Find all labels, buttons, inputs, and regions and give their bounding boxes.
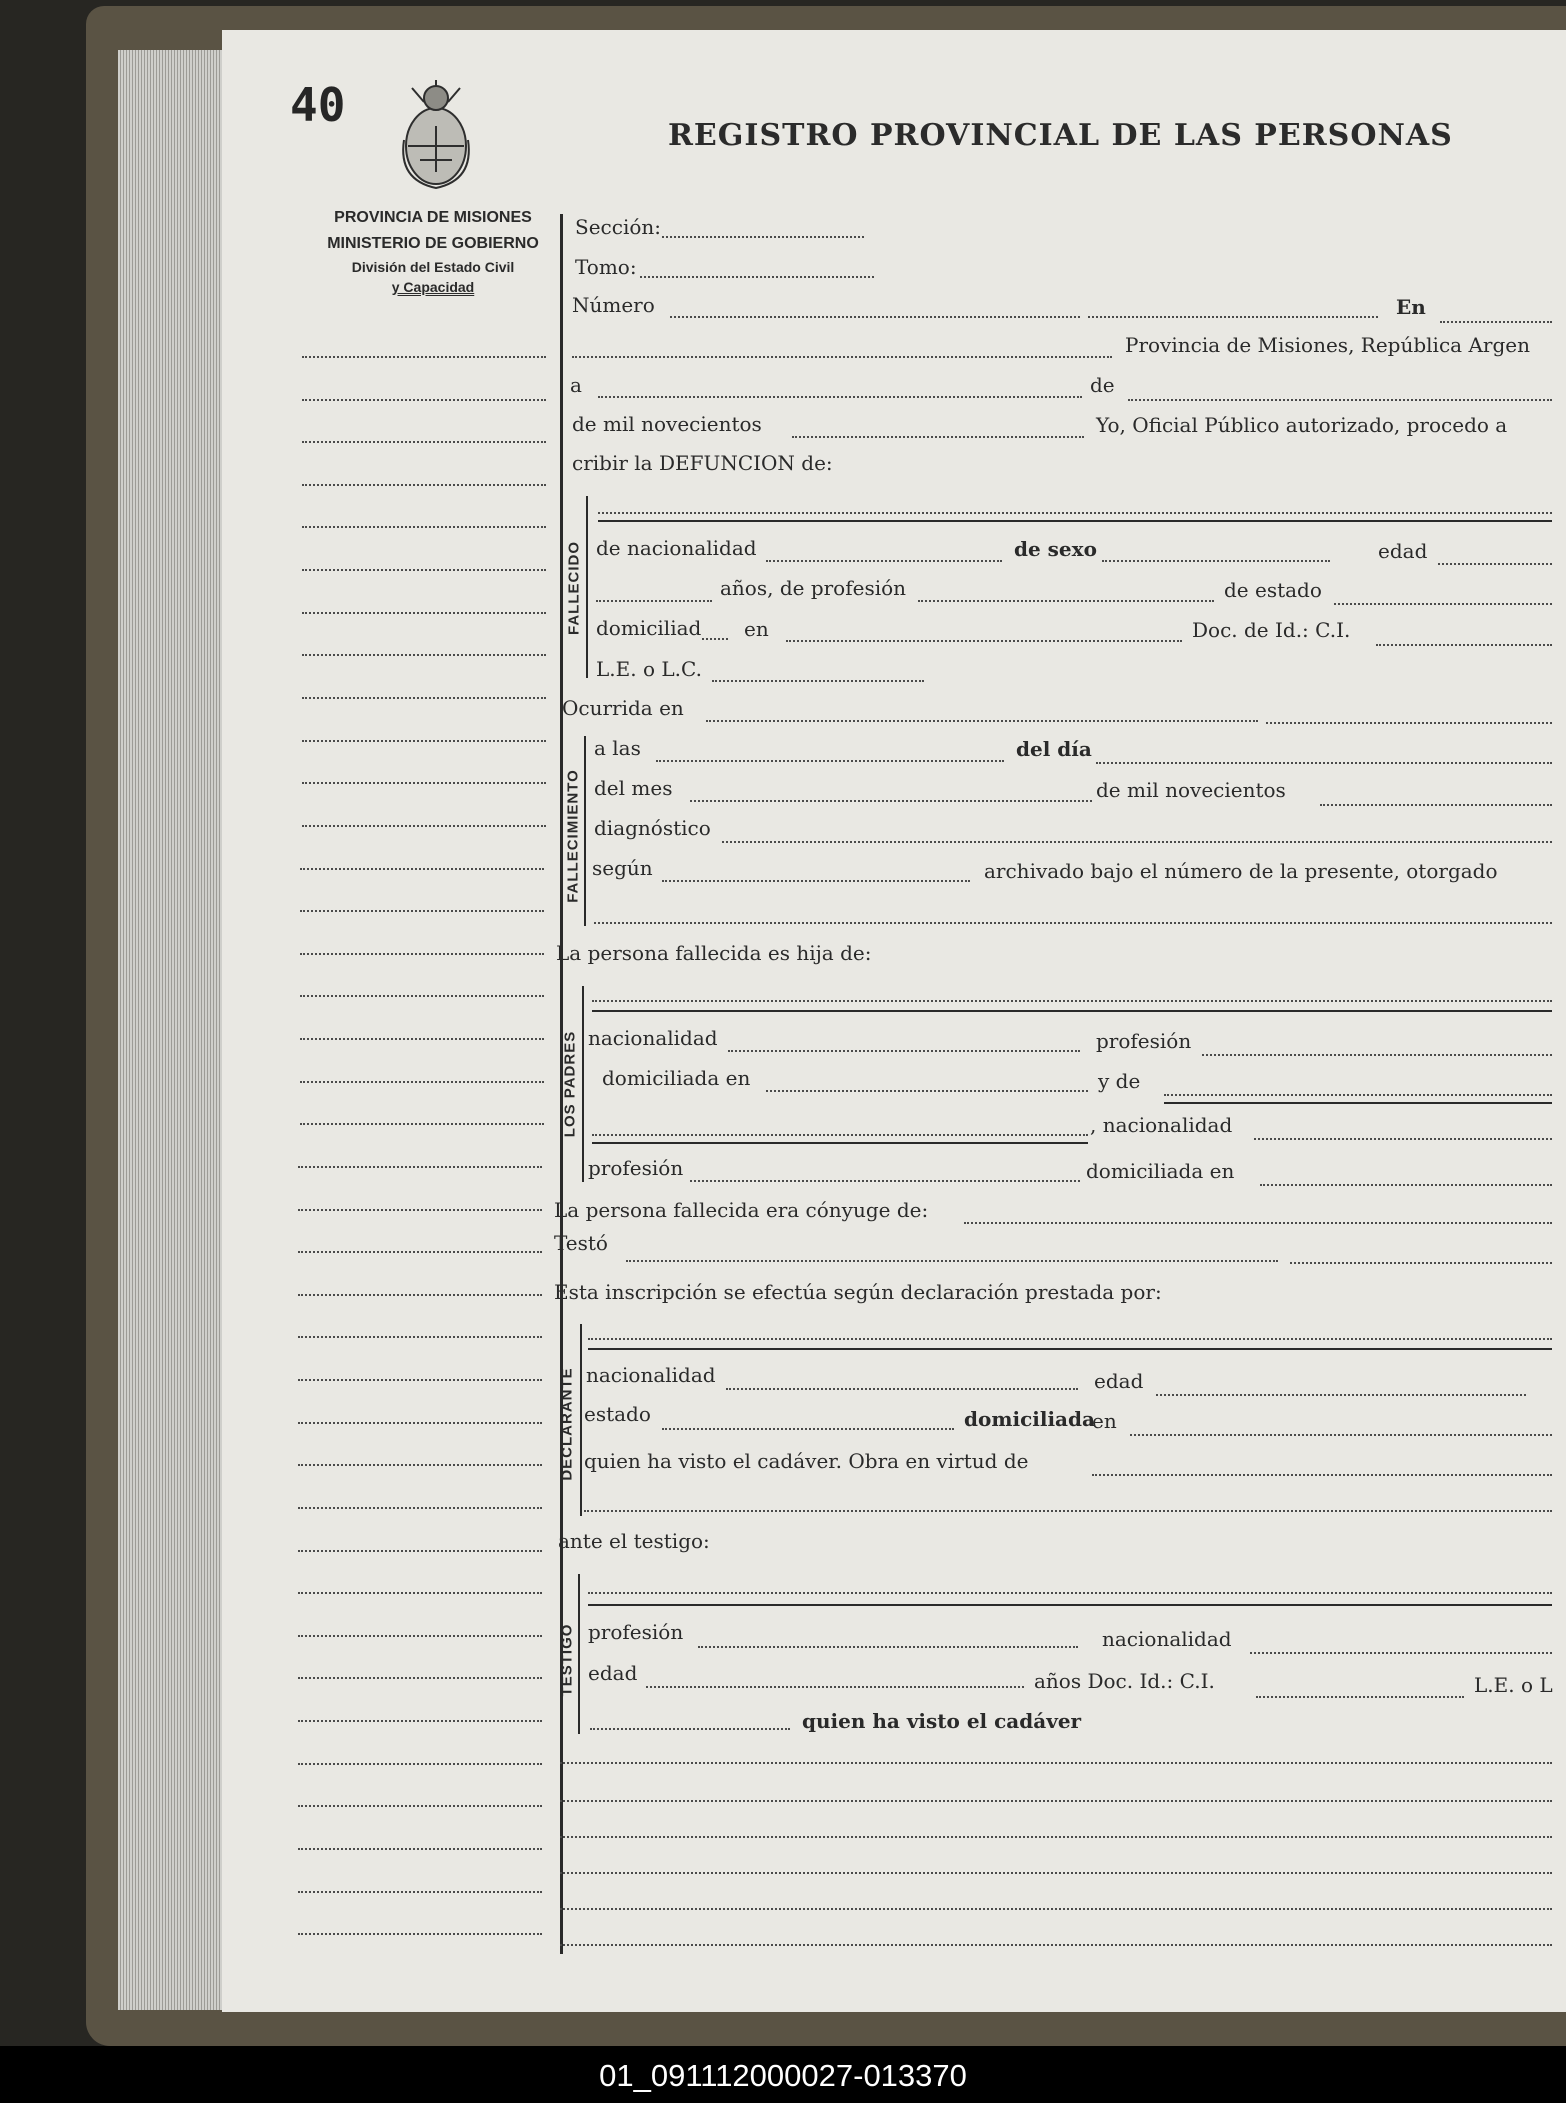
locality-field[interactable]: [572, 356, 1112, 358]
deldia-label: del día: [1016, 737, 1092, 761]
madre-domicilio-field[interactable]: [1260, 1184, 1552, 1186]
en-label: En: [1396, 295, 1426, 319]
fallecido-estado-field[interactable]: [1334, 603, 1552, 605]
fallecido-profesion-field[interactable]: [918, 600, 1214, 602]
segun-field[interactable]: [662, 880, 970, 882]
padre-domicilio-field[interactable]: [766, 1090, 1088, 1092]
archivado-text: archivado bajo el número de la presente, otorgado: [984, 859, 1498, 883]
ocurrida-label: Ocurrida en: [562, 696, 684, 720]
seccion-field[interactable]: [662, 236, 864, 238]
testigo-le-label: L.E. o L: [1474, 1673, 1553, 1697]
hora-field[interactable]: [656, 760, 1004, 762]
declarante-edad-field[interactable]: [1156, 1394, 1526, 1396]
delmes-label: del mes: [594, 776, 673, 800]
de-label: de: [1090, 373, 1115, 397]
numero-field[interactable]: [670, 316, 1080, 318]
madre-name-field-2[interactable]: [592, 1134, 1088, 1136]
milnov-label: de mil novecientos: [1096, 778, 1286, 802]
padre-profesion-label: profesión: [1096, 1029, 1192, 1053]
testigo-section-label: TESTIGO: [558, 1623, 576, 1697]
madre-nacionalidad-label: , nacionalidad: [1090, 1113, 1233, 1137]
en-field[interactable]: [1440, 321, 1552, 323]
ocurrida-field[interactable]: [706, 720, 1258, 722]
diagnostico-label: diagnóstico: [594, 816, 711, 840]
testo-field[interactable]: [626, 1260, 1278, 1262]
testigo-intro: ante el testigo:: [558, 1529, 710, 1553]
issuing-office: [298, 205, 568, 297]
defuncion-text: cribir la DEFUNCION de:: [572, 451, 833, 475]
testigo-edad-label: edad: [588, 1661, 638, 1685]
ocurrida-field-2[interactable]: [1266, 722, 1552, 724]
padre-nacionalidad-field[interactable]: [728, 1050, 1080, 1052]
org-ministry: MINISTERIO DE GOBIERNO: [327, 235, 539, 252]
tomo-field[interactable]: [640, 276, 874, 278]
madre-name-field[interactable]: [1164, 1094, 1552, 1096]
conyuge-text: La persona fallecida era cónyuge de:: [554, 1198, 929, 1222]
org-capacity: y Capacidad: [391, 279, 475, 295]
testigo-bracket: [578, 1574, 580, 1734]
fallecido-nacionalidad-label: de nacionalidad: [596, 536, 757, 560]
provincia-text: Provincia de Misiones, República Argen: [1125, 333, 1530, 357]
declarante-nacionalidad-field[interactable]: [726, 1388, 1078, 1390]
a-field[interactable]: [598, 396, 1082, 398]
fallecido-name-rule: [598, 520, 1552, 522]
conyuge-field[interactable]: [964, 1222, 1552, 1224]
mes-field[interactable]: [690, 800, 1092, 802]
numero-field-2[interactable]: [1088, 316, 1378, 318]
yde-label: y de: [1098, 1069, 1141, 1093]
anio-field[interactable]: [1320, 804, 1552, 806]
declarante-edad-label: edad: [1094, 1369, 1144, 1393]
declarante-estado-label: estado: [584, 1402, 651, 1426]
madre-name-rule: [1164, 1102, 1552, 1104]
padres-bracket: [582, 986, 584, 1182]
testigo-profesion-label: profesión: [588, 1620, 684, 1644]
declarante-name-rule: [588, 1348, 1552, 1350]
madre-profesion-field[interactable]: [690, 1180, 1080, 1182]
fallecido-doc-label: Doc. de Id.: C.I.: [1192, 618, 1351, 642]
fallecido-sexo-field[interactable]: [1102, 560, 1330, 562]
fallecido-edad-label: edad: [1378, 539, 1428, 563]
madre-name-rule-2: [592, 1142, 1088, 1144]
alas-label: a las: [594, 736, 641, 760]
fallecido-anos-label: años, de profesión: [720, 576, 907, 600]
declarante-en-label: en: [1092, 1409, 1117, 1433]
org-province: PROVINCIA DE MISIONES: [334, 209, 532, 226]
testigo-profesion-field[interactable]: [698, 1646, 1078, 1648]
declarante-name-field[interactable]: [588, 1338, 1552, 1340]
padre-nacionalidad-label: nacionalidad: [588, 1026, 718, 1050]
fallecido-domicilio-field[interactable]: [786, 640, 1182, 642]
padre-name-rule: [592, 1010, 1552, 1012]
de-field[interactable]: [1128, 399, 1552, 401]
testigo-nacionalidad-field[interactable]: [1250, 1652, 1552, 1654]
fallecido-domiciliad-label: domiciliad: [596, 616, 702, 640]
fallecido-le-field[interactable]: [712, 680, 924, 682]
tomo-label: Tomo:: [575, 255, 637, 279]
fallecido-anos-field[interactable]: [596, 600, 712, 602]
testigo-edad-field[interactable]: [646, 1686, 1024, 1688]
fallecido-bracket: [586, 496, 588, 678]
testigo-visto-text: quien ha visto el cadáver: [802, 1709, 1082, 1733]
declarante-extra-field[interactable]: [584, 1510, 1552, 1512]
declarante-estado-field[interactable]: [662, 1428, 954, 1430]
mil-novecientos-label: de mil novecientos: [572, 412, 762, 436]
form-title: REGISTRO PROVINCIAL DE LAS PERSONAS: [668, 118, 1453, 153]
testigo-name-rule: [588, 1604, 1552, 1606]
fallecido-name-field[interactable]: [598, 512, 1552, 514]
declarante-nacionalidad-label: nacionalidad: [586, 1363, 716, 1387]
declarante-visto-text: quien ha visto el cadáver. Obra en virtud de: [584, 1449, 1029, 1473]
coat-of-arms-icon: [394, 80, 478, 192]
testigo-anos-label: años Doc. Id.: C.I.: [1034, 1669, 1215, 1693]
fallecimiento-bracket: [584, 736, 586, 926]
declarante-domicilio-field[interactable]: [1130, 1434, 1552, 1436]
a-label: a: [570, 373, 582, 397]
year-field[interactable]: [792, 436, 1084, 438]
declarante-intro: Esta inscripción se efectúa según declaración prestada por:: [554, 1280, 1162, 1304]
testigo-le-field[interactable]: [590, 1728, 790, 1730]
oficial-text: Yo, Oficial Público autorizado, procedo a: [1096, 413, 1508, 437]
declarante-virtud-field[interactable]: [1092, 1474, 1552, 1476]
fallecido-estado-label: de estado: [1224, 578, 1322, 602]
padre-name-field[interactable]: [592, 1000, 1552, 1002]
madre-domiciliada-label: domiciliada en: [1086, 1159, 1235, 1183]
testigo-name-field[interactable]: [588, 1592, 1552, 1594]
declarante-bracket: [580, 1324, 582, 1516]
diagnostico-field[interactable]: [722, 841, 1552, 843]
fallecido-edad-field[interactable]: [1438, 563, 1552, 565]
fallecido-en-label: en: [744, 617, 769, 641]
fallecido-sexo-label: de sexo: [1014, 537, 1097, 561]
segun-label: según: [592, 856, 653, 880]
fallecido-le-label: L.E. o L.C.: [596, 657, 702, 681]
madre-nacionalidad-field[interactable]: [1254, 1138, 1552, 1140]
seccion-label: Sección:: [575, 215, 661, 239]
testo-label: Testó: [554, 1231, 608, 1255]
declarante-domiciliada-label: domiciliada: [964, 1407, 1095, 1431]
org-division: División del Estado Civil: [351, 259, 515, 275]
fallecimiento-section-label: FALLECIMIENTO: [564, 769, 582, 903]
testigo-ci-field[interactable]: [1256, 1696, 1464, 1698]
padre-profesion-field[interactable]: [1202, 1054, 1552, 1056]
fallecido-domiciliad-suffix[interactable]: [702, 638, 728, 640]
padre-domiciliada-label: domiciliada en: [602, 1066, 751, 1090]
numero-label: Número: [572, 293, 655, 317]
madre-profesion-label: profesión: [588, 1156, 684, 1180]
fallecido-nacionalidad-field[interactable]: [766, 560, 1002, 562]
image-caption: 01_091112000027-013370: [599, 2058, 967, 2093]
fallecido-section-label: FALLECIDO: [565, 541, 583, 635]
fallecido-ci-field[interactable]: [1376, 644, 1552, 646]
hija-text: La persona fallecida es hija de:: [556, 941, 872, 965]
otorgado-field[interactable]: [594, 922, 1552, 924]
testo-field-2[interactable]: [1290, 1262, 1552, 1264]
dia-field[interactable]: [1096, 762, 1552, 764]
declarante-section-label: DECLARANTE: [558, 1367, 576, 1481]
testigo-nacionalidad-label: nacionalidad: [1102, 1627, 1232, 1651]
padres-section-label: LOS PADRES: [561, 1030, 579, 1138]
page-number: 40: [290, 78, 346, 132]
